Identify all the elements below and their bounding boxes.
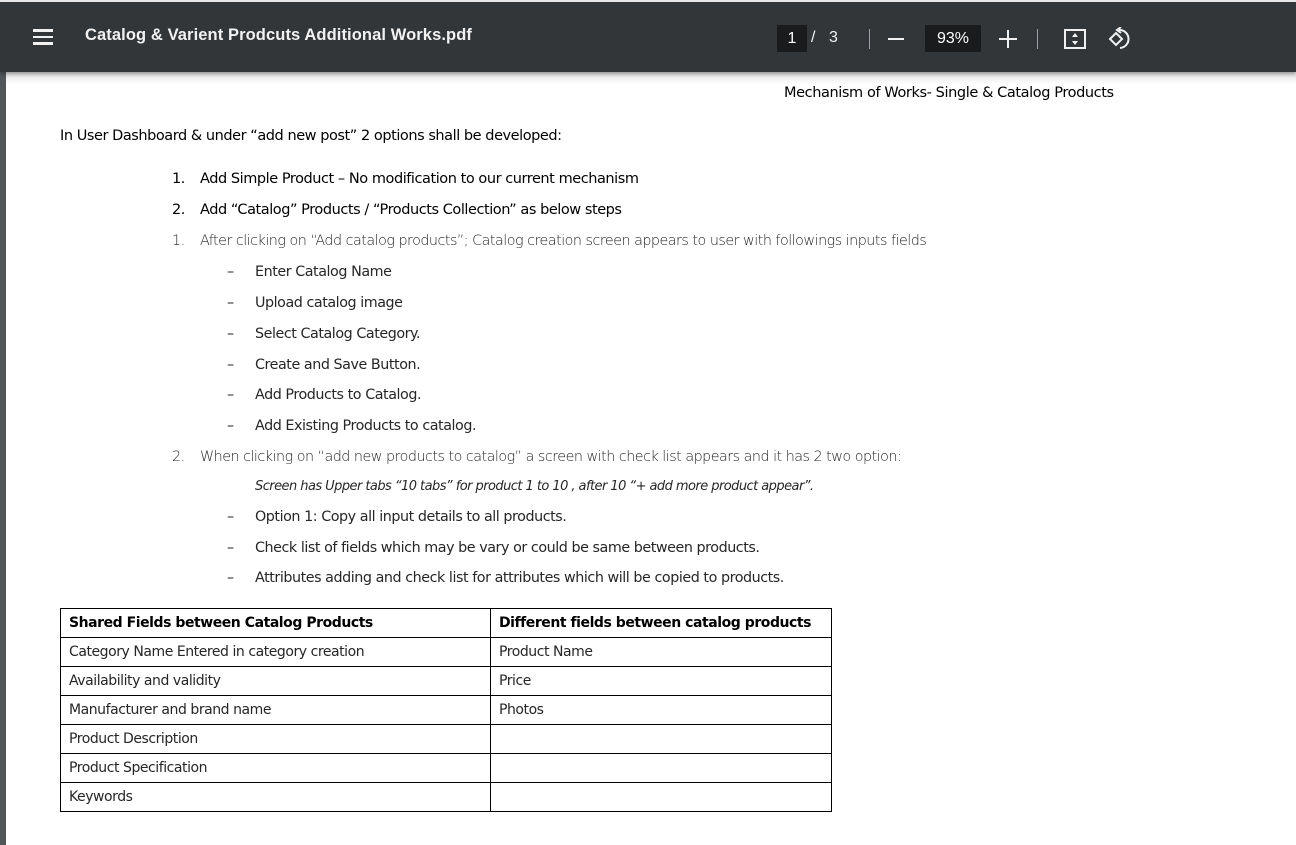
option-item	[172, 171, 972, 191]
step-sub-item	[227, 264, 827, 284]
step-sub-item	[227, 295, 827, 315]
document-header: Mechanism of Works- Single & Catalog Products	[784, 85, 1114, 101]
page-separator: /	[811, 29, 816, 46]
step-text: After clicking on “Add catalog products”; Catalog creation screen appears to user with followings inputs fields	[200, 233, 927, 249]
table-row	[61, 638, 832, 667]
table-header-row	[61, 609, 832, 638]
sub-item-text: Create and Save Button.	[255, 357, 421, 373]
sub-item-text: Attributes adding and check list for attributes which will be copied to products.	[255, 570, 784, 586]
dash-bullet: –	[227, 418, 234, 434]
option-text: Add “Catalog” Products / “Products Collection” as below steps	[200, 202, 622, 218]
sub-item-text: Add Existing Products to catalog.	[255, 418, 477, 434]
dash-bullet: –	[227, 570, 234, 586]
zoom-out-minus-icon[interactable]	[888, 38, 904, 40]
step-sub-item	[227, 540, 927, 560]
pdf-page	[6, 72, 1296, 845]
sub-item-text: Add Products to Catalog.	[255, 387, 422, 403]
option-text: Add Simple Product – No modification to our current mechanism	[200, 171, 639, 187]
sub-item-text: Upload catalog image	[255, 295, 403, 311]
intro-paragraph: In User Dashboard & under “add new post” 2 options shall be developed:	[60, 128, 562, 144]
dash-bullet: –	[227, 264, 234, 280]
table-cell: Price	[491, 667, 832, 696]
table-cell	[491, 783, 832, 812]
dash-bullet: –	[227, 540, 234, 556]
document-title: Catalog & Varient Prodcuts Additional Works.pdf	[85, 26, 472, 44]
dash-bullet: –	[227, 357, 234, 373]
step-note: Screen has Upper tabs “10 tabs” for product 1 to 10 , after 10 “+ add more product appear”.	[255, 479, 814, 494]
step-sub-item	[227, 326, 827, 346]
step-text: When clicking on “add new products to catalog” a screen with check list appears and it has 2 two option:	[200, 449, 902, 465]
dash-bullet: –	[227, 326, 234, 342]
zoom-level-input[interactable]: 93%	[925, 25, 981, 52]
sub-item-text: Check list of fields which may be vary or could be same between products.	[255, 540, 760, 556]
dash-bullet: –	[227, 509, 234, 525]
table-header-shared: Shared Fields between Catalog Products	[61, 609, 491, 638]
pdf-toolbar	[0, 0, 1296, 72]
toolbar-divider	[869, 29, 870, 49]
step-item	[172, 449, 1072, 469]
table-cell: Manufacturer and brand name	[61, 696, 491, 725]
fields-table	[60, 608, 832, 812]
table-cell	[491, 754, 832, 783]
hamburger-menu-icon[interactable]	[28, 22, 58, 52]
step-sub-item	[227, 418, 827, 438]
table-cell: Category Name Entered in category creation	[61, 638, 491, 667]
step-sub-item	[227, 357, 827, 377]
dash-bullet: –	[227, 295, 234, 311]
table-cell: Keywords	[61, 783, 491, 812]
option-item	[172, 202, 972, 222]
rotate-counterclockwise-icon[interactable]	[1107, 27, 1133, 51]
table-row	[61, 754, 832, 783]
step-number: 2.	[172, 449, 185, 465]
sub-item-text: Option 1: Copy all input details to all products.	[255, 509, 567, 525]
step-number: 1.	[172, 233, 185, 249]
step-sub-item	[227, 509, 927, 529]
option-number: 2.	[172, 202, 185, 218]
sub-item-text: Enter Catalog Name	[255, 264, 392, 280]
table-cell: Availability and validity	[61, 667, 491, 696]
table-cell: Product Description	[61, 725, 491, 754]
table-row	[61, 725, 832, 754]
step-item	[172, 233, 1072, 253]
sub-item-text: Select Catalog Category.	[255, 326, 421, 342]
dash-bullet: –	[227, 387, 234, 403]
zoom-in-plus-icon[interactable]	[999, 30, 1017, 48]
table-row	[61, 667, 832, 696]
current-page-input[interactable]: 1	[777, 25, 807, 52]
page-top-shadow	[6, 72, 1296, 84]
table-row	[61, 783, 832, 812]
table-header-different: Different fields between catalog products	[491, 609, 832, 638]
step-sub-item	[227, 570, 927, 590]
table-cell	[491, 725, 832, 754]
step-sub-item	[227, 387, 827, 407]
table-cell: Product Name	[491, 638, 832, 667]
table-row	[61, 696, 832, 725]
fit-to-page-icon[interactable]	[1064, 29, 1086, 49]
table-cell: Photos	[491, 696, 832, 725]
total-pages: 3	[829, 29, 838, 46]
table-cell: Product Specification	[61, 754, 491, 783]
option-number: 1.	[172, 171, 185, 187]
toolbar-divider	[1037, 29, 1038, 49]
